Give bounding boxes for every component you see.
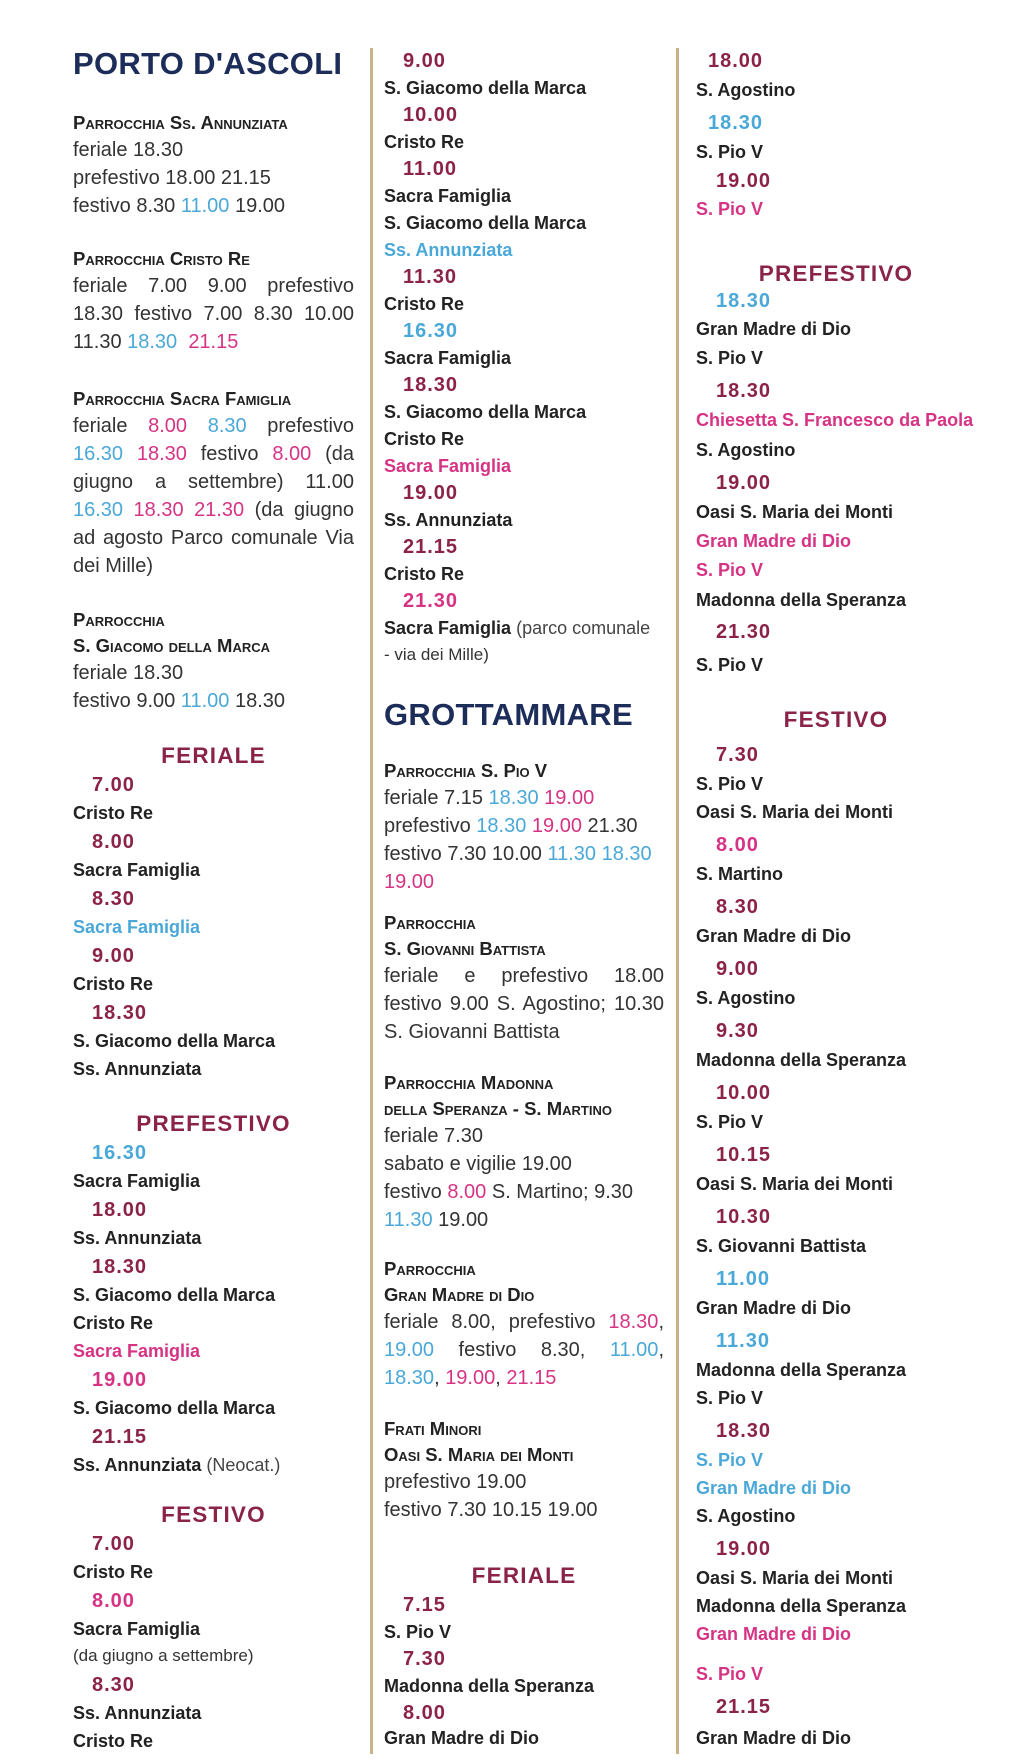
parish-s-pio-v: Parrocchia S. Pio V feriale 7.15 18.30 19.00 prefestivo 18.30 19.00 21.30 festivo 7.30 10.00 11.30 18.30 19.00 <box>384 758 664 896</box>
section-heading-prefestivo: PREFESTIVO <box>136 1111 291 1136</box>
town-title-grottammare: GROTTAMMARE <box>384 697 633 732</box>
church-name: Cristo Re <box>73 1731 154 1751</box>
parish-title: Parrocchia Cristo Re <box>73 248 250 269</box>
section-heading-festivo: FESTIVO <box>783 707 889 732</box>
church-name: Sacra Famiglia <box>73 1171 201 1191</box>
church-name: S. Giacomo della Marca <box>73 1031 276 1051</box>
church-name: S. Pio V <box>696 1112 764 1132</box>
church-name: S. Giovanni Battista <box>696 1236 867 1256</box>
church-name: S. Giacomo della Marca <box>384 78 587 98</box>
parish-s-giovanni-battista: Parrocchia S. Giovanni Battista feriale e prefestivo 18.00 festivo 9.00 S. Agostino; 10.30 S. Giovanni Battista <box>384 912 664 1043</box>
church-name: Oasi S. Maria dei Monti <box>696 802 894 822</box>
church-name: Sacra Famiglia <box>73 1619 201 1639</box>
parish-title: Parrocchia S. Pio V <box>384 760 548 781</box>
church-name: S. Giacomo della Marca <box>73 1398 276 1418</box>
church-name: Oasi S. Maria dei Monti <box>696 502 894 522</box>
church-name: Sacra Famiglia <box>73 1341 201 1361</box>
church-name: S. Pio V <box>696 348 764 368</box>
church-name: S. Pio V <box>696 142 764 162</box>
church-name: Cristo Re <box>384 132 465 152</box>
mass-time: 7.30 <box>716 744 759 766</box>
church-name: Cristo Re <box>73 1313 154 1333</box>
mass-time: 8.30 <box>92 1674 135 1696</box>
church-name: Gran Madre di Dio <box>696 926 852 946</box>
mass-time: 19.00 <box>716 1538 772 1560</box>
parish-ss-annunziata: Parrocchia Ss. Annunziata feriale 18.30 prefestivo 18.00 21.15 festivo 8.30 11.00 19.00 <box>73 110 353 220</box>
town-title-porto: PORTO D'ASCOLI <box>73 46 343 81</box>
church-name: S. Pio V <box>696 774 764 794</box>
mass-time: 9.00 <box>716 958 759 980</box>
church-name: S. Giacomo della Marca <box>384 402 587 422</box>
church-name: S. Agostino <box>696 80 796 100</box>
church-name: Gran Madre di Dio <box>696 1624 852 1644</box>
mass-time: 18.30 <box>708 112 764 134</box>
mass-time: 18.30 <box>716 1420 772 1442</box>
church-name: Gran Madre di Dio <box>384 1728 540 1748</box>
mass-time: 18.00 <box>708 50 764 72</box>
church-name: Cristo Re <box>384 564 465 584</box>
mass-time: 10.30 <box>716 1206 772 1228</box>
church-name: Ss. Annunziata <box>73 1703 202 1723</box>
church-name: S. Pio V <box>696 1388 764 1408</box>
mass-time: 21.15 <box>716 1696 772 1718</box>
mass-time: 11.00 <box>403 158 457 180</box>
church-name: S. Martino <box>696 864 784 884</box>
section-heading-prefestivo: PREFESTIVO <box>758 261 914 286</box>
church-name: Gran Madre di Dio <box>696 1478 852 1498</box>
mass-time: 7.00 <box>92 1533 135 1555</box>
mass-time: 10.15 <box>716 1144 772 1166</box>
mass-time: 19.00 <box>716 170 772 192</box>
mass-time: 18.00 <box>92 1199 148 1221</box>
mass-time: 11.30 <box>403 266 457 288</box>
church-name: Ss. Annunziata <box>73 1059 202 1079</box>
mass-time: 9.00 <box>92 945 135 967</box>
parish-s-giacomo: Parrocchia S. Giacomo della Marca feriale 18.30 festivo 9.00 11.00 18.30 <box>73 607 354 715</box>
parish-title: S. Giovanni Battista <box>384 938 546 959</box>
church-name: Gran Madre di Dio <box>696 531 852 551</box>
mass-time: 19.00 <box>92 1369 148 1391</box>
church-name: Gran Madre di Dio <box>696 1298 852 1318</box>
church-name: Ss. Annunziata <box>384 510 513 530</box>
mass-time: 8.00 <box>403 1702 446 1724</box>
mass-time: 21.15 <box>403 536 459 558</box>
parish-title: Frati Minori <box>384 1418 482 1439</box>
church-name: Gran Madre di Dio <box>696 319 852 339</box>
church-name: Sacra Famiglia <box>384 186 512 206</box>
church-name: Madonna della Speranza <box>384 1676 595 1696</box>
parish-cristo-re: Parrocchia Cristo Re feriale 7.00 9.00 prefestivo 18.30 festivo 7.00 8.30 10.00 11.30 18.30 21.15 <box>73 248 354 353</box>
church-name: S. Agostino <box>696 1506 796 1526</box>
mass-time: 21.30 <box>716 621 772 643</box>
church-name: S. Pio V <box>696 1450 764 1470</box>
church-name: Ss. Annunziata <box>384 240 513 260</box>
church-name: S. Pio V <box>384 1622 452 1642</box>
mass-time: 8.30 <box>716 896 759 918</box>
church-name: Sacra Famiglia <box>73 917 201 937</box>
mass-time: 19.00 <box>403 482 459 504</box>
parish-gran-madre-di-dio: Parrocchia Gran Madre di Dio feriale 8.00, prefestivo 18.30, 19.00 festivo 8.30, 11.00, 18.30, 19.00, 21.15 <box>384 1258 664 1389</box>
column-divider <box>370 48 373 1754</box>
column-divider <box>676 48 679 1754</box>
church-name: S. Pio V <box>696 1664 764 1684</box>
parish-title: Parrocchia <box>384 1258 476 1279</box>
parish-title: Parrocchia <box>73 609 165 630</box>
parish-title: Gran Madre di Dio <box>384 1284 535 1305</box>
mass-time: 7.00 <box>92 774 135 796</box>
section-heading-festivo: FESTIVO <box>161 1502 266 1527</box>
church-name: Ss. Annunziata <box>73 1228 202 1248</box>
church-name: S. Agostino <box>696 988 796 1008</box>
church-name: Madonna della Speranza <box>696 1360 907 1380</box>
mass-time: 7.15 <box>403 1594 446 1616</box>
church-name: Cristo Re <box>384 294 465 314</box>
mass-time: 21.30 <box>403 590 459 612</box>
parish-title: Parrocchia Madonna <box>384 1072 554 1093</box>
church-name: Madonna della Speranza <box>696 1050 907 1070</box>
mass-time: 18.30 <box>92 1256 148 1278</box>
church-name: Chiesetta S. Francesco da Paola <box>696 410 974 430</box>
church-name: Oasi S. Maria dei Monti <box>696 1174 894 1194</box>
mass-time: 18.30 <box>92 1002 148 1024</box>
section-heading-feriale: FERIALE <box>161 743 266 768</box>
mass-time: 16.30 <box>403 320 459 342</box>
mass-time: 10.00 <box>403 104 459 126</box>
mass-time: 8.00 <box>92 831 135 853</box>
mass-time: 8.00 <box>716 834 759 856</box>
mass-time: 18.30 <box>403 374 459 396</box>
mass-time: 9.30 <box>716 1020 759 1042</box>
church-name: Oasi S. Maria dei Monti <box>696 1568 894 1588</box>
mass-time: 19.00 <box>716 472 772 494</box>
church-name: Cristo Re <box>384 429 465 449</box>
church-name: Sacra Famiglia <box>384 456 512 476</box>
mass-time: 7.30 <box>403 1648 446 1670</box>
section-heading-feriale: FERIALE <box>471 1563 577 1588</box>
mass-time: 11.30 <box>716 1330 770 1352</box>
church-name: S. Giacomo della Marca <box>73 1285 276 1305</box>
church-name: Sacra Famiglia <box>73 860 201 880</box>
frati-minori-oasi: Frati Minori Oasi S. Maria dei Monti prefestivo 19.00 festivo 7.30 10.15 19.00 <box>384 1416 664 1524</box>
mass-time: 18.30 <box>716 290 772 312</box>
parish-madonna-della-speranza: Parrocchia Madonna della Speranza - S. Martino feriale 7.30 sabato e vigilie 19.00 festivo 8.00 S. Martino; 9.30 11.30 19.00 <box>384 1070 664 1234</box>
church-name: S. Pio V <box>696 560 764 580</box>
parish-title: Parrocchia Ss. Annunziata <box>73 112 288 133</box>
church-name: Sacra Famiglia <box>384 348 512 368</box>
parish-title: della Speranza - S. Martino <box>384 1098 612 1119</box>
church-name: Madonna della Speranza <box>696 1596 907 1616</box>
mass-time: 8.30 <box>92 888 135 910</box>
mass-time: 21.15 <box>92 1426 148 1448</box>
church-name: Madonna della Speranza <box>696 590 907 610</box>
church-name: Ss. Annunziata (Neocat.) <box>73 1455 281 1475</box>
church-name: Cristo Re <box>73 803 154 823</box>
church-name: Sacra Famiglia (parco comunale <box>384 618 651 638</box>
church-note: - via dei Mille) <box>384 645 489 664</box>
church-name: Cristo Re <box>73 974 154 994</box>
church-name: Cristo Re <box>73 1562 154 1582</box>
mass-time: 10.00 <box>716 1082 772 1104</box>
church-name: Gran Madre di Dio <box>696 1728 852 1748</box>
church-name: S. Agostino <box>696 440 796 460</box>
mass-time: 11.00 <box>716 1268 770 1290</box>
mass-time: 9.00 <box>403 50 446 72</box>
mass-time: 18.30 <box>716 380 772 402</box>
parish-sacra-famiglia: Parrocchia Sacra Famiglia feriale 8.00 8.30 prefestivo 16.30 18.30 festivo 8.00 (da giugno a settembre) 11.00 16.30 18.30 21.30 (da giugno ad agosto Parco comunale Via dei Mille) <box>73 388 355 577</box>
church-name: S. Pio V <box>696 655 764 675</box>
mass-time: 8.00 <box>92 1590 135 1612</box>
parish-title: Parrocchia <box>384 912 476 933</box>
parish-title: Parrocchia Sacra Famiglia <box>73 388 292 409</box>
church-name: S. Pio V <box>696 199 764 219</box>
church-name: S. Giacomo della Marca <box>384 213 587 233</box>
parish-title: Oasi S. Maria dei Monti <box>384 1444 574 1465</box>
parish-title: S. Giacomo della Marca <box>73 635 271 656</box>
church-note: (da giugno a settembre) <box>73 1646 254 1665</box>
mass-time: 16.30 <box>92 1142 148 1164</box>
